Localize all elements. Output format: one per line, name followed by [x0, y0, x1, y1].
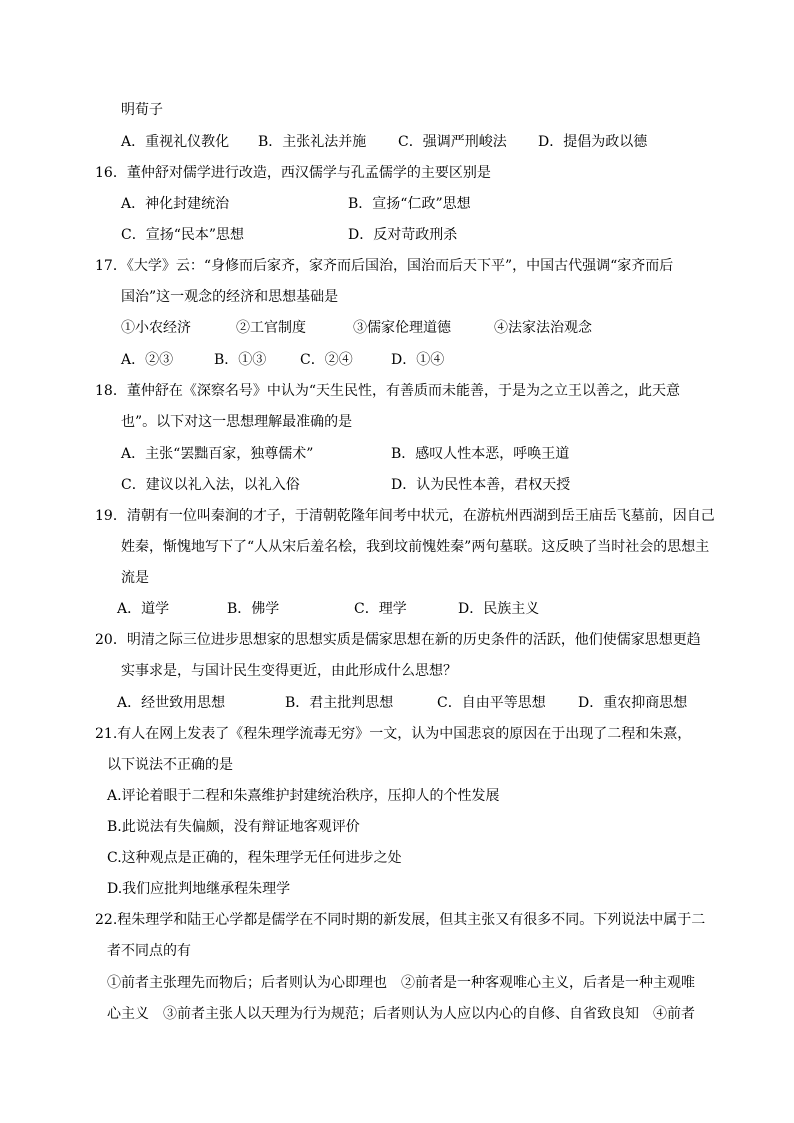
q17-stem-line-1: 17．《大学》云：“身修而后家齐，家齐而后国治，国治而后天下平”，中国古代强调“家齐而后	[95, 258, 674, 274]
q17-option-c: C．②④	[300, 352, 353, 368]
q17-item-2: ②工官制度	[236, 320, 306, 336]
q21-option-a: A.评论着眼于二程和朱熹维护封建统治秩序，压抑人的个性发展	[107, 788, 500, 804]
q21-stem-line-1: 21.有人在网上发表了《程朱理学流毒无穷》一文，认为中国悲哀的原因在于出现了二程和朱熹，	[95, 726, 692, 742]
q19-option-a: A．道学	[117, 601, 170, 617]
q22-stem-line-4: 心主义 ③前者主张人以天理为行为规范；后者则认为人应以内心的自修、自省致良知 ④前者	[107, 1006, 695, 1022]
q18-option-a: A．主张“罢黜百家，独尊儒术”	[121, 446, 314, 462]
q19-stem-line-2: 姓秦，惭愧地写下了“人从宋后羞名桧，我到坟前愧姓秦”两句墓联。这反映了当时社会的思想主	[121, 539, 710, 555]
q15-option-c: C．强调严刑峻法	[398, 134, 507, 150]
q17-stem-line-2: 国治”这一观念的经济和思想基础是	[121, 289, 339, 305]
q15-option-a: A．重视礼仪教化	[121, 134, 230, 150]
q18-stem-line-1: 18．董仲舒在《深察名号》中认为“天生民性，有善质而未能善，于是为之立王以善之，此天意	[95, 383, 680, 399]
q20-option-b: B．君主批判思想	[285, 695, 394, 711]
q19-option-c: C．理学	[354, 601, 407, 617]
q18-option-d: D．认为民性本善，君权天授	[391, 477, 571, 493]
q19-option-b: B．佛学	[227, 601, 280, 617]
q17-item-1: ①小农经济	[121, 320, 191, 336]
q15-option-b: B．主张礼法并施	[258, 134, 367, 150]
q15-stem-tail: 明荀子	[121, 102, 163, 118]
q16-stem: 16．董仲舒对儒学进行改造，西汉儒学与孔孟儒学的主要区别是	[95, 165, 491, 181]
q18-option-b: B．感叹人性本恶，呼唤王道	[391, 446, 570, 462]
q20-option-c: C．自由平等思想	[437, 695, 546, 711]
q21-option-d: D.我们应批判地继承程朱理学	[107, 881, 291, 897]
q19-option-d: D．民族主义	[458, 601, 540, 617]
q19-stem-line-1: 19．清朝有一位叫秦涧的才子，于清朝乾隆年间考中状元，在游杭州西湖到岳王庙岳飞墓前，因自己	[95, 508, 715, 524]
q20-option-a: A．经世致用思想	[117, 695, 226, 711]
q17-item-3: ③儒家伦理道德	[353, 320, 451, 336]
q17-option-d: D．①④	[391, 352, 445, 368]
q17-item-4: ④法家法治观念	[494, 320, 592, 336]
q18-option-c: C．建议以礼入法，以礼入俗	[121, 477, 300, 493]
q16-option-d: D．反对苛政刑杀	[348, 227, 458, 243]
q21-option-b: B.此说法有失偏颇，没有辩证地客观评价	[107, 819, 360, 835]
q20-stem-line-2: 实事求是，与国计民生变得更近，由此形成什么思想？	[121, 663, 457, 679]
q22-stem-line-3: ①前者主张理先而物后；后者则认为心即理也 ②前者是一种客观唯心主义，后者是一种主观唯	[107, 975, 695, 991]
q21-option-c: C.这种观点是正确的，程朱理学无任何进步之处	[107, 850, 402, 866]
q15-option-d: D．提倡为政以德	[538, 134, 648, 150]
q17-option-b: B．①③	[214, 352, 267, 368]
q22-stem-line-1: 22.程朱理学和陆王心学都是儒学在不同时期的新发展，但其主张又有很多不同。下列说法中属于二	[95, 912, 706, 928]
q16-option-c: C．宣扬“民本”思想	[121, 227, 245, 243]
q20-stem-line-1: 20．明清之际三位进步思想家的思想实质是儒家思想在新的历史条件的活跃，他们使儒家思想更趋	[95, 632, 701, 648]
q18-stem-line-2: 也”。以下对这一思想理解最准确的是	[121, 414, 353, 430]
q22-stem-line-2: 者不同点的有	[107, 943, 191, 959]
q21-stem-line-2: 以下说法不正确的是	[107, 757, 233, 773]
q16-option-a: A．神化封建统治	[121, 196, 230, 212]
q17-option-a: A．②③	[121, 352, 174, 368]
q19-stem-line-3: 流是	[121, 570, 149, 586]
q16-option-b: B．宣扬“仁政”思想	[348, 196, 471, 212]
q20-option-d: D．重农抑商思想	[578, 695, 688, 711]
